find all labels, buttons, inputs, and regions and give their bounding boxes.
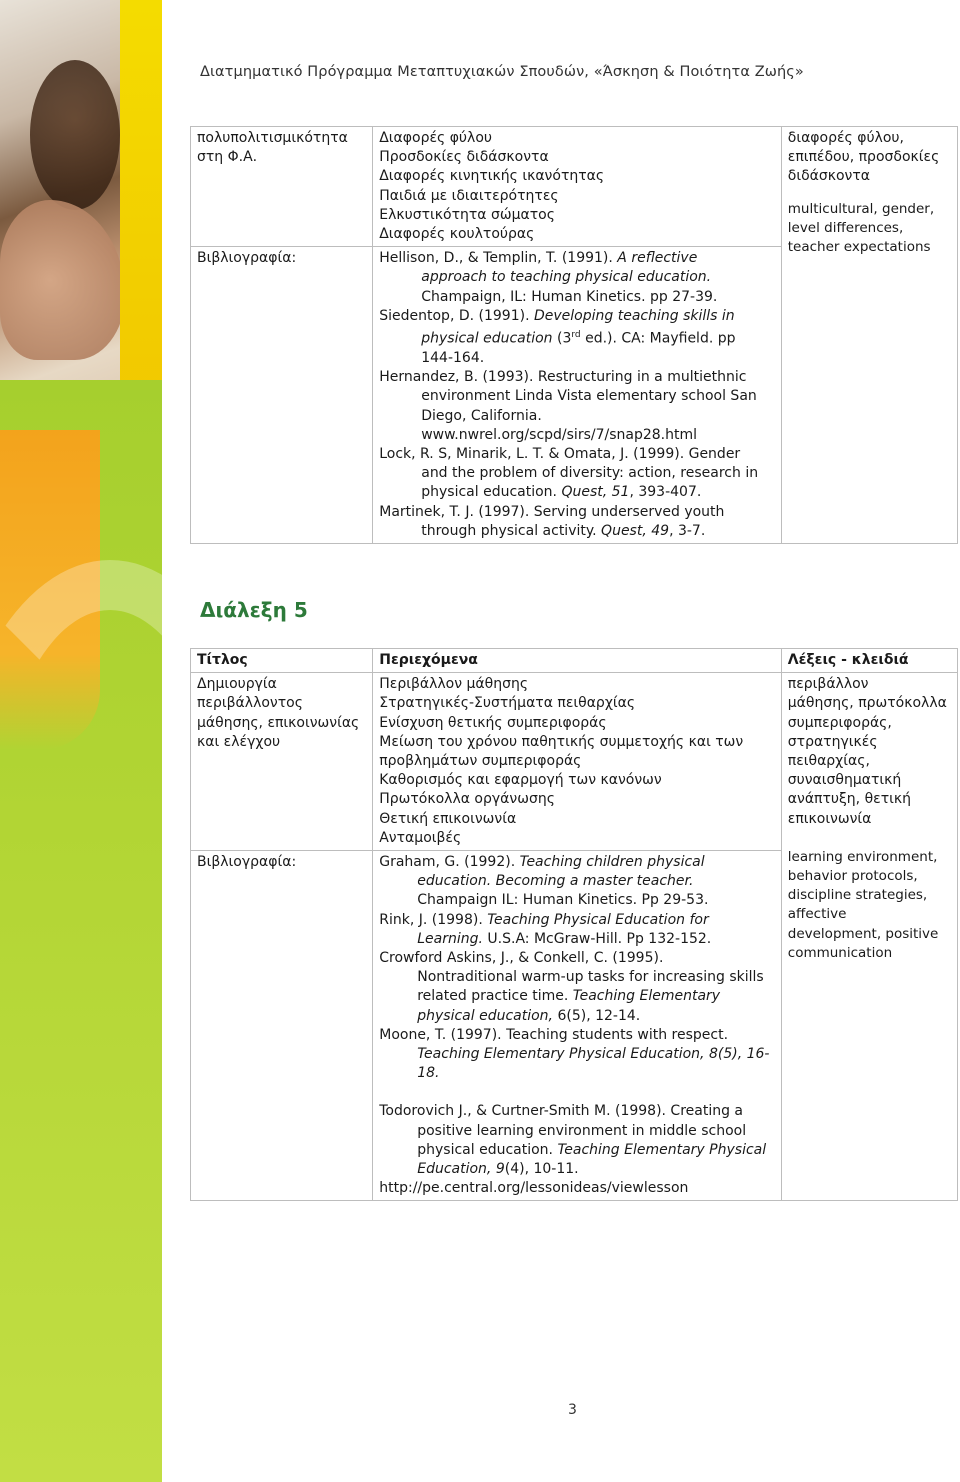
content-cell	[373, 673, 782, 851]
title-line: περιβάλλοντος	[197, 695, 303, 712]
keyword-gr: επιπέδου, προσδοκίες	[787, 149, 940, 166]
content-item: Διαφορές κουλτούρας	[379, 226, 535, 243]
keyword-gr: περιβάλλον	[787, 676, 869, 693]
keyword-en: discipline strategies,	[787, 887, 928, 904]
course-table-2	[190, 648, 958, 1201]
keyword-gr: μάθησης, πρωτόκολλα	[787, 695, 947, 712]
keyword-gr: διδάσκοντα	[787, 168, 871, 185]
content-item: Προσδοκίες διδάσκοντα	[379, 149, 549, 166]
running-header: Διατμηματικό Πρόγραμμα Μεταπτυχιακών Σπουδών, «Άσκηση & Ποιότητα Ζωής»	[200, 64, 804, 80]
content-item: Πρωτόκολλα οργάνωσης	[379, 791, 555, 808]
reference-entry: Siedentop, D. (1991). Developing teaching skills in physical education (3rd ed.). CA: Mayfield. pp 144-164.	[379, 307, 736, 366]
keyword-en: communication	[787, 944, 893, 961]
header-keywords: Λέξεις - κλειδιά	[781, 649, 957, 673]
table-row	[191, 127, 958, 247]
title-line: στη Φ.Α.	[197, 149, 258, 166]
title-line: μάθησης, επικοινωνίας	[197, 714, 360, 731]
bibliography-list	[373, 247, 782, 544]
reference-entry: Graham, G. (1992). Teaching children physical education. Becoming a master teacher. Champaign IL: Human Kinetics. Pp 29-53.	[379, 854, 709, 909]
keyword-gr: συναισθηματική	[787, 772, 902, 789]
content-item: Ανταμοιβές	[379, 829, 462, 846]
header-title: Τίτλος	[191, 649, 373, 673]
title-cell	[191, 127, 373, 247]
content-item: προβλημάτων συμπεριφοράς	[379, 753, 582, 770]
reference-entry: Hellison, D., & Templin, T. (1991). A reflective approach to teaching physical education. Champaign, IL: Human Kinetics. pp 27-39.	[379, 250, 718, 305]
bibliography-label: Βιβλιογραφία:	[191, 247, 373, 544]
decorative-side-strip	[0, 0, 162, 1482]
bibliography-label: Βιβλιογραφία:	[191, 851, 373, 1201]
header-content: Περιεχόμενα	[373, 649, 782, 673]
reference-entry: Lock, R. S, Minarik, L. T. & Omata, J. (1999). Gender and the problem of diversity: action, research in physical education. Quest, 51, 393-407.	[379, 445, 759, 501]
content-item: Μείωση του χρόνου παθητικής συμμετοχής και των	[379, 733, 744, 750]
reference-entry: Rink, J. (1998). Teaching Physical Education for Learning. U.S.A: McGraw-Hill. Pp 132-152.	[379, 911, 712, 947]
table-header-row	[191, 649, 958, 673]
keyword-en: learning environment,	[787, 848, 938, 865]
content-item: Περιβάλλον μάθησης	[379, 676, 529, 693]
keyword-en: development, positive	[787, 925, 939, 942]
page-number: 3	[568, 1402, 577, 1418]
keyword-gr: στρατηγικές	[787, 733, 878, 750]
title-line: Δημιουργία	[197, 676, 277, 693]
keyword-en: behavior protocols,	[787, 868, 918, 885]
reference-link[interactable]: http://pe.central.org/lessonideas/viewlesson	[379, 1180, 689, 1197]
keyword-en: affective	[787, 906, 847, 923]
content-item: Καθορισμός και εφαρμογή των κανόνων	[379, 772, 662, 789]
keyword-gr: ανάπτυξη, θετική	[787, 791, 912, 808]
course-table-1	[190, 126, 958, 544]
content-cell	[373, 127, 782, 247]
keywords-cell	[781, 127, 957, 544]
keyword-en: multicultural, gender,	[787, 200, 935, 217]
content-item: Θετική επικοινωνία	[379, 810, 517, 827]
title-line: και ελέγχου	[197, 733, 281, 750]
content-item: Παιδιά με ιδιαιτερότητες	[379, 187, 559, 204]
content-item: Διαφορές φύλου	[379, 130, 492, 146]
keyword-en: level differences,	[787, 219, 904, 236]
reference-entry: Hernandez, B. (1993). Restructuring in a multiethnic environment Linda Vista elementary school San Diego, California. www.nwrel.org/scpd/sirs/7/snap28.html	[379, 369, 757, 443]
keyword-gr: πειθαρχίας,	[787, 753, 870, 770]
title-cell	[191, 673, 373, 851]
keyword-gr: διαφορές φύλου,	[787, 130, 904, 146]
keyword-gr: επικοινωνία	[787, 810, 872, 827]
keywords-cell	[781, 673, 957, 1201]
reference-entry: Martinek, T. J. (1997). Serving underserved youth through physical activity. Quest, 49, 3-7.	[379, 503, 725, 539]
reference-entry: Moone, T. (1997). Teaching students with respect. Teaching Elementary Physical Education, 8(5), 16- 18.	[379, 1026, 770, 1082]
reference-entry: Crowford Askins, J., & Conkell, C. (1995). Nontraditional warm-up tasks for increasing skills related practice time. Teaching Elementary physical education, 6(5), 12-14.	[379, 950, 764, 1024]
content-item: Διαφορές κινητικής ικανότητας	[379, 168, 605, 185]
keyword-en: teacher expectations	[787, 239, 931, 256]
content-item: Στρατηγικές-Συστήματα πειθαρχίας	[379, 695, 636, 712]
reference-entry: Todorovich J., & Curtner-Smith M. (1998). Creating a positive learning environment in middle school physical education. Teaching Elementary Physical Education, 9(4), 10-11. http://pe.central.org/lessonideas/viewlesson	[379, 1102, 775, 1198]
title-line: πολυπολιτισμικότητα	[197, 130, 348, 146]
keyword-gr: συμπεριφοράς,	[787, 714, 892, 731]
content-item: Ενίσχυση θετικής συμπεριφοράς	[379, 714, 607, 731]
bibliography-list	[373, 851, 782, 1201]
content-item: Ελκυστικότητα σώματος	[379, 206, 555, 223]
table-row	[191, 673, 958, 851]
cover-photo	[0, 0, 162, 430]
lecture-heading: Διάλεξη 5	[200, 598, 308, 622]
